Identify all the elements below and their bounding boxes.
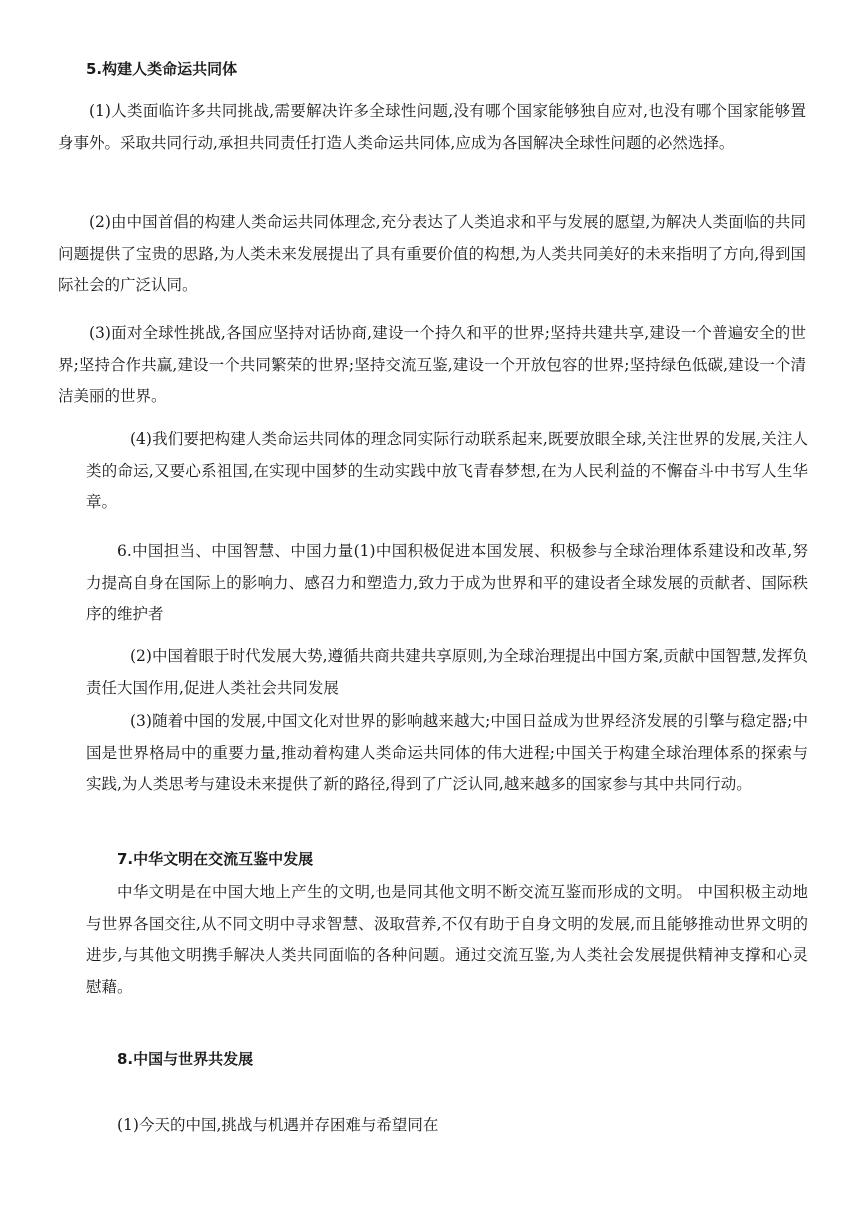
- section-8-heading: 8.中国与世界共发展: [117, 1050, 254, 1068]
- section-5-paragraph-1: (1)人类面临许多共同挑战,需要解决许多全球性问题,没有哪个国家能够独自应对,也没有哪个国家能够置身事外。采取共同行动,承担共同责任打造人类命运共同体,应成为各国解决全球性问题的必然选择。: [58, 102, 806, 152]
- section-8-paragraph-1: (1)今天的中国,挑战与机遇并存困难与希望同在: [117, 1116, 439, 1134]
- section-6-paragraph-2: (2)中国着眼于时代发展大势,遵循共商共建共享原则,为全球治理提出中国方案,贡献中国智慧,发挥负责任大国作用,促进人类社会共同发展: [86, 647, 808, 697]
- section-5-paragraph-3: (3)面对全球性挑战,各国应坚持对话协商,建设一个持久和平的世界;坚持共建共享,建设一个普遍安全的世界;坚持合作共赢,建设一个共同繁荣的世界;坚持交流互鉴,建设一个开放包容的世界;坚持绿色低碳,建设一个清洁美丽的世界。: [58, 324, 806, 405]
- section-6-paragraph-3: (3)随着中国的发展,中国文化对世界的影响越来越大;中国日益成为世界经济发展的引擎与稳定器;中国是世界格局中的重要力量,推动着构建人类命运共同体的伟大进程;中国关于构建全球治理体系的探索与实践,为人类思考与建设未来提供了新的路径,得到了广泛认同,越来越多的国家参与其中共同行动。: [86, 712, 808, 793]
- section-5-paragraph-4: (4)我们要把构建人类命运共同体的理念同实际行动联系起来,既要放眼全球,关注世界的发展,关注人类的命运,又要心系祖国,在实现中国梦的生动实践中放飞青春梦想,在为人民利益的不懈奋斗中书写人生华章。: [86, 430, 808, 511]
- section-5-paragraph-2: (2)由中国首倡的构建人类命运共同体理念,充分表达了人类追求和平与发展的愿望,为解决人类面临的共同问题提供了宝贵的思路,为人类未来发展提出了具有重要价值的构想,为人类共同美好的未来指明了方向,得到国际社会的广泛认同。: [58, 213, 806, 294]
- section-5-heading: 5.构建人类命运共同体: [86, 60, 238, 78]
- section-7-paragraph-1: 中华文明是在中国大地上产生的文明,也是同其他文明不断交流互鉴而形成的文明。 中国积极主动地与世界各国交往,从不同文明中寻求智慧、汲取营养,不仅有助于自身文明的发展,而且能够推动世界文明的进步,与其他文明携手解决人类共同面临的各种问题。通过交流互鉴,为人类社会发展提供精神支撑和心灵慰藉。: [86, 883, 808, 996]
- section-6-paragraph-1: 6.中国担当、中国智慧、中国力量(1)中国积极促进本国发展、积极参与全球治理体系建设和改革,努力提高自身在国际上的影响力、感召力和塑造力,致力于成为世界和平的建设者全球发展的贡献者、国际秩序的维护者: [86, 542, 808, 623]
- section-7-heading: 7.中华文明在交流互鉴中发展: [117, 850, 314, 868]
